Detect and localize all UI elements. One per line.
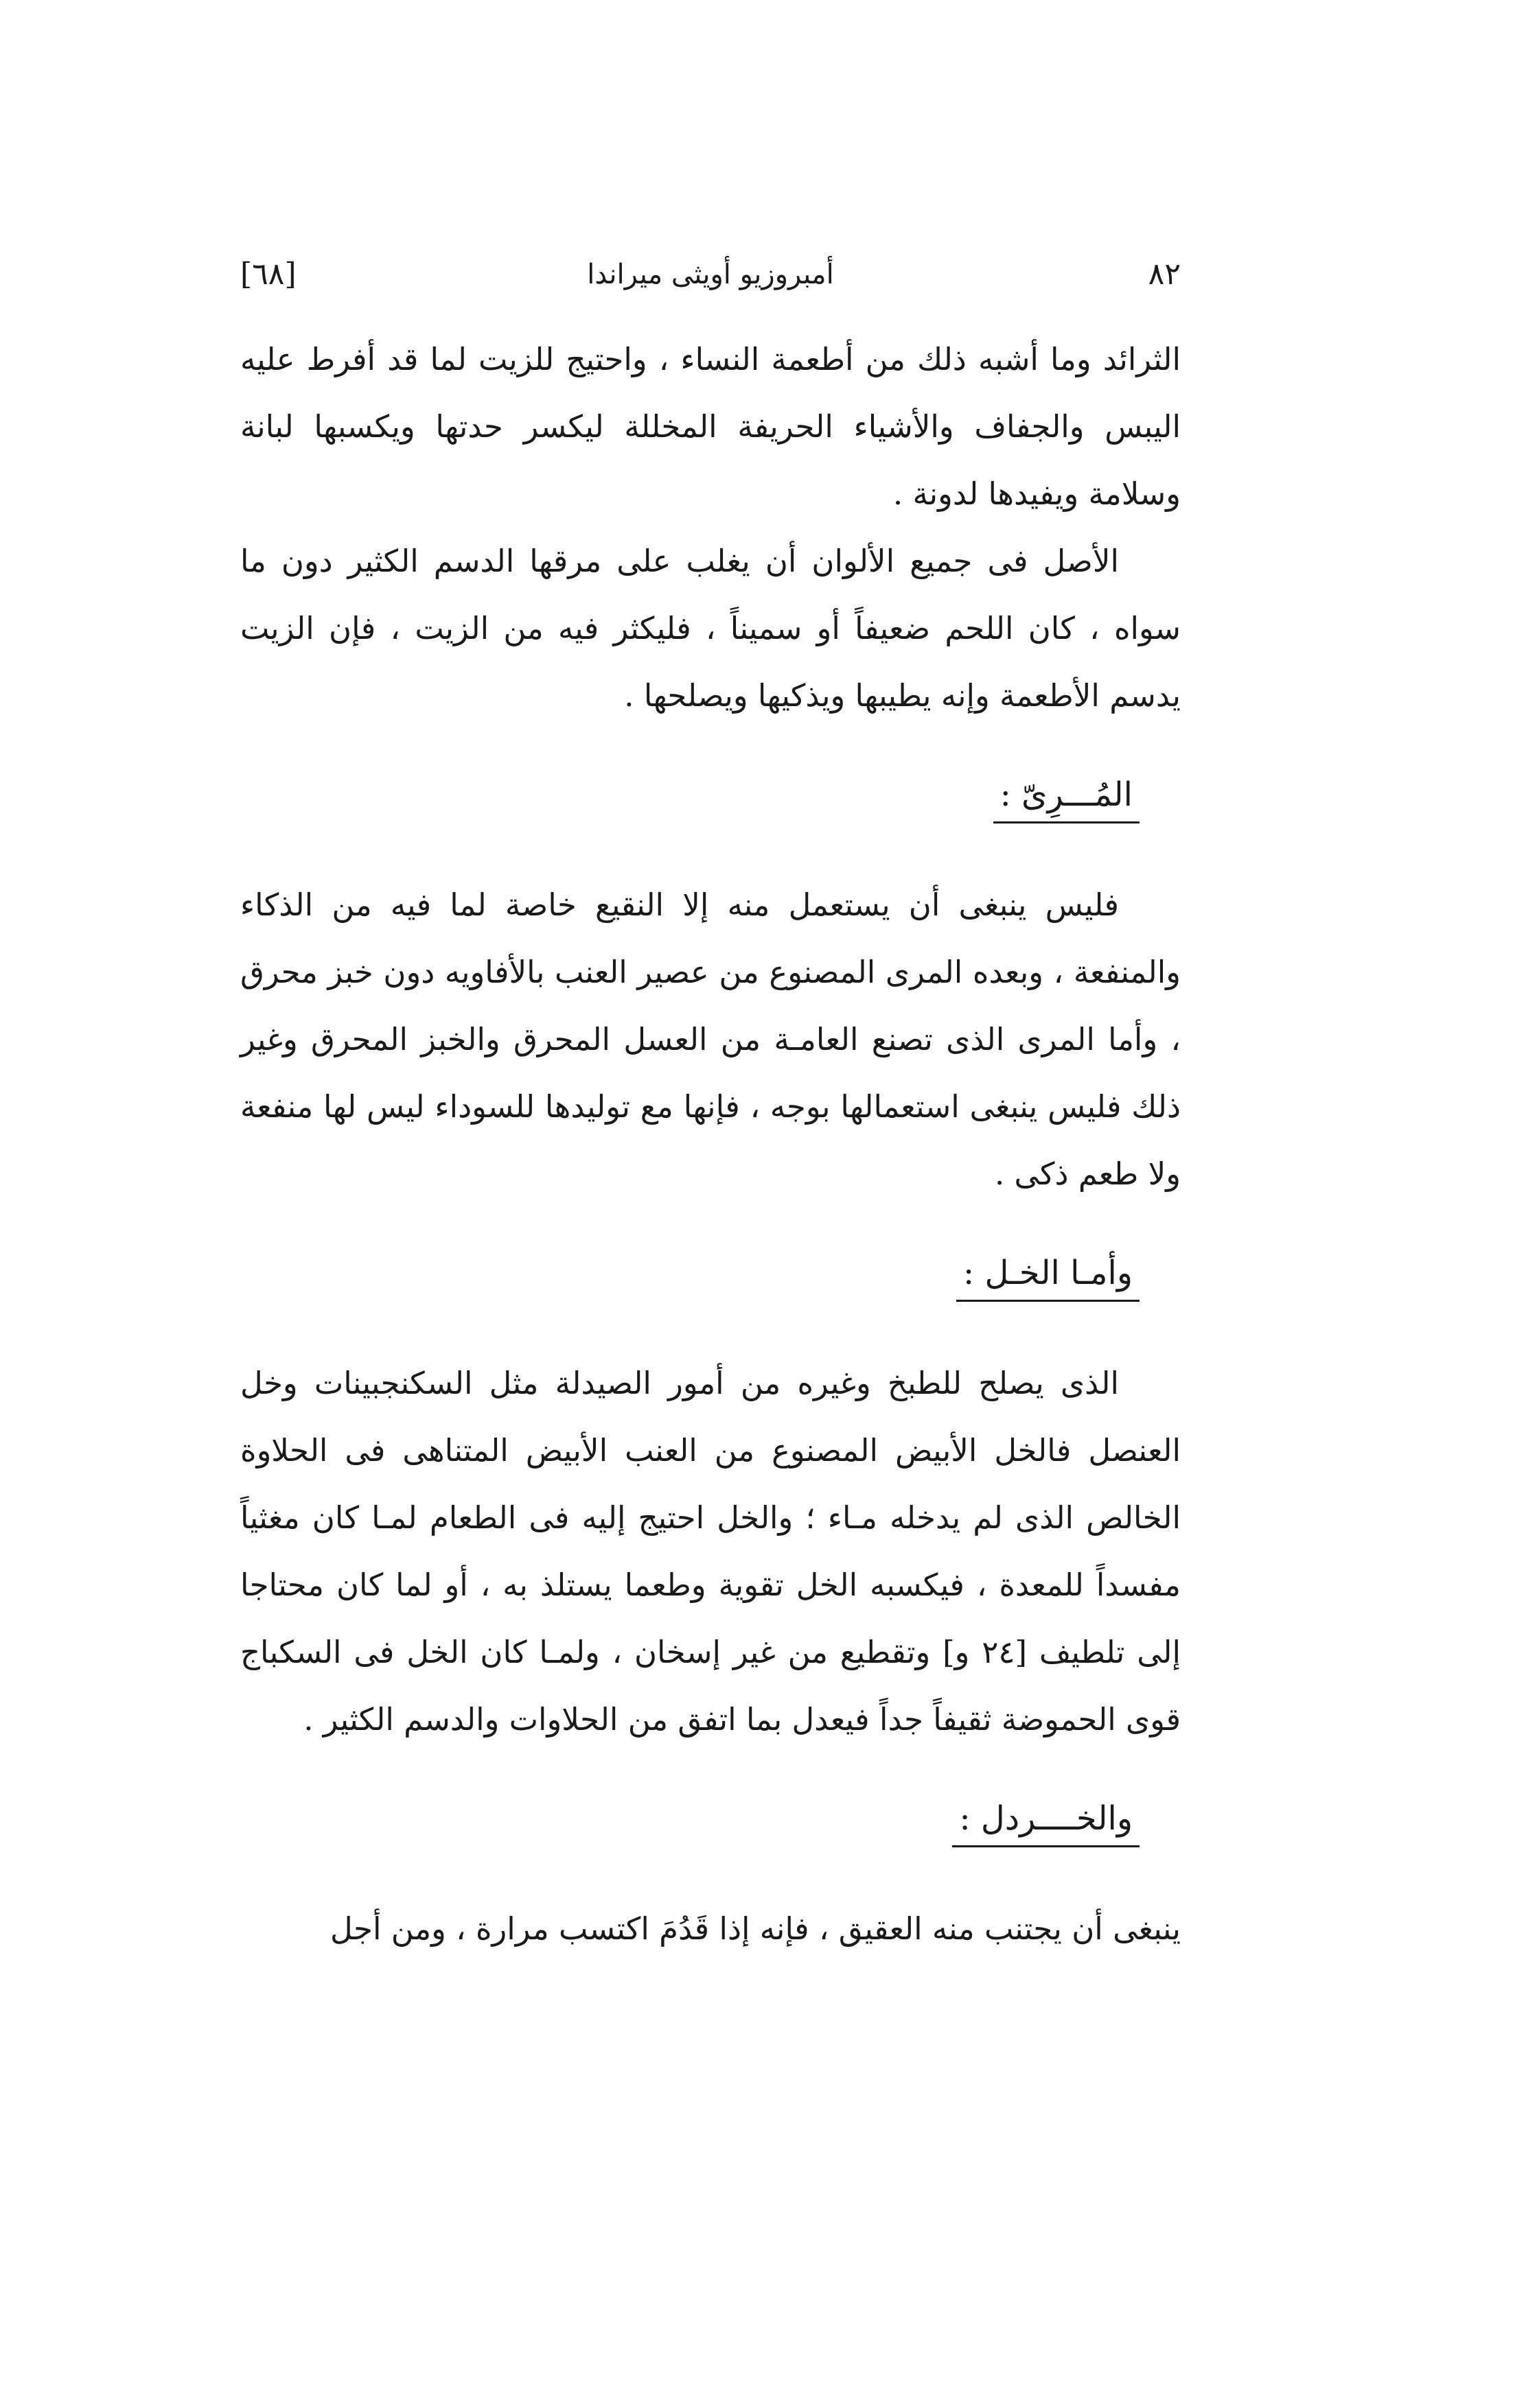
paragraph-3: فليس ينبغى أن يستعمل منه إلا النقيع خاصة لما فيه من الذكاء والمنفعة ، وبعده المرى المصنوع من عصير العنب بالأفاويه دون خبز محرق ، وأما المرى الذى تصنع العامـة من العسل المحرق والخبز المحرق وغير ذلك فليس ينبغى استعمالها بوجه ، فإنها مع توليدها للسوداء ليس لها منفعة ولا طعم ذكى . bbox=[240, 887, 1181, 1192]
heading-murri: المُـــرِىّ : bbox=[993, 771, 1140, 823]
heading-mustard-wrap bbox=[240, 1795, 1181, 1847]
paragraph-4: الذى يصلح للطبخ وغيره من أمور الصيدلة مثل السكنجبينات وخل العنصل فالخل الأبيض المصنوع من العنب الأبيض المتناهى فى الحلاوة الخالص الذى لم يدخله مـاء ؛ والخل احتيج إليه فى الطعام لمـا كان مغثياً مفسداً للمعدة ، فيكسبه الخل تقوية وطعما يستلذ به ، أو لما كان محتاجا إلى تلطيف [٢٤ و] وتقطيع من غير إسخان ، ولمـا كان الخل فى السكباج قوى الحموضة ثقيفاً جداً فيعدل بما اتفق من الحلاوات والدسم الكثير . bbox=[240, 1365, 1181, 1738]
heading-mustard: والخــــردل : bbox=[952, 1795, 1140, 1847]
page-number: ٨٢ bbox=[1148, 257, 1181, 292]
running-title: أمبروزيو أويثى ميراندا bbox=[587, 259, 834, 290]
folio-reference: [٦٨] bbox=[240, 257, 297, 292]
body-text bbox=[240, 326, 1181, 1963]
heading-murri-wrap bbox=[240, 771, 1181, 823]
paragraph-1: الثرائد وما أشبه ذلك من أطعمة النساء ، واحتيج للزيت لما قد أفرط عليه اليبس والجفاف والأشياء الحريفة المخللة ليكسر حدتها ويكسبها لبانة وسلامة ويفيدها لدونة . bbox=[240, 341, 1181, 512]
page-header bbox=[240, 247, 1181, 302]
heading-vinegar-wrap bbox=[240, 1249, 1181, 1302]
paragraph-5: ينبغى أن يجتنب منه العقيق ، فإنه إذا قَدُمَ اكتسب مرارة ، ومن أجل bbox=[330, 1910, 1181, 1947]
heading-vinegar: وأمـا الخـل : bbox=[956, 1249, 1140, 1302]
paragraph-2: الأصل فى جميع الألوان أن يغلب على مرقها الدسم الكثير دون ما سواه ، كان اللحم ضعيفاً أو سميناً ، فليكثر فيه من الزيت ، فإن الزيت يدسم الأطعمة وإنه يطيبها ويذكيها ويصلحها . bbox=[240, 543, 1181, 714]
